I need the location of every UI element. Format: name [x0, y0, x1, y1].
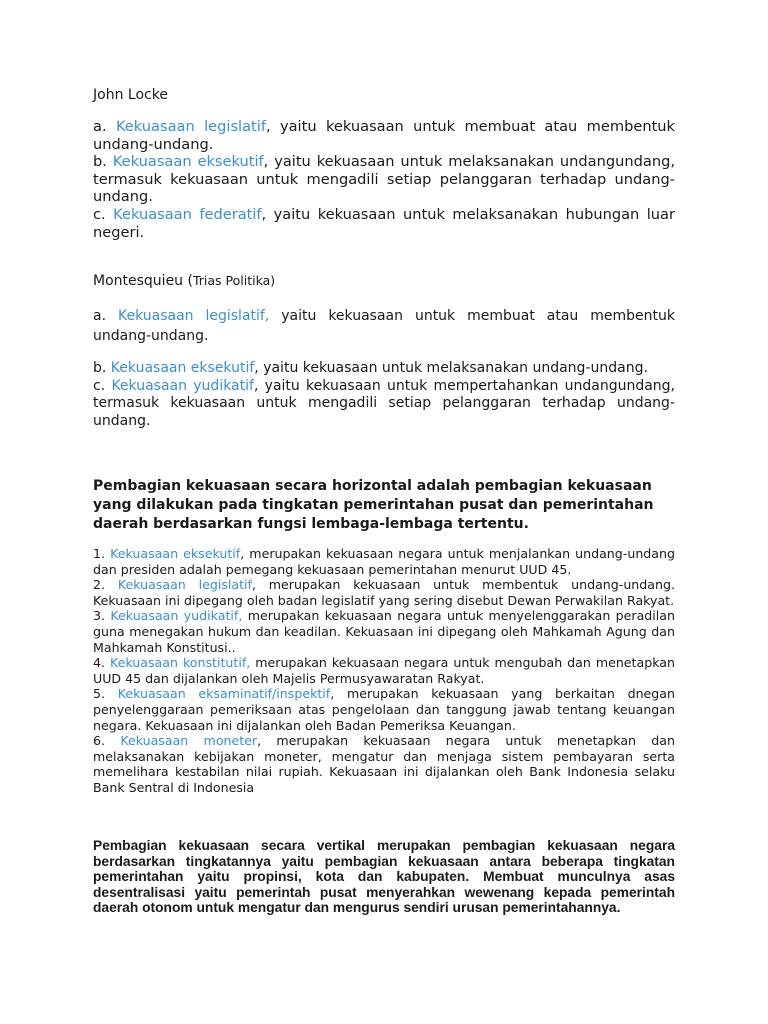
list-item — [93, 686, 675, 733]
list-item — [93, 608, 675, 655]
term-link[interactable]: Kekuasaan moneter — [120, 733, 258, 749]
term-link[interactable]: Kekuasaan legislatif — [117, 577, 252, 593]
item-marker: c. — [93, 205, 106, 223]
item-marker: a. — [93, 118, 107, 135]
term-link[interactable]: Kekuasaan eksekutif — [112, 153, 264, 171]
montesquieu-heading — [93, 272, 275, 290]
item-text: , yaitu kekuasaan untuk melaksanakan hubungan luar negeri. — [93, 205, 675, 241]
item-marker: 2. — [93, 577, 106, 593]
term-link[interactable]: Kekuasaan yudikatif — [111, 377, 254, 394]
list-item — [93, 733, 675, 795]
item-text: yaitu kekuasaan untuk membuat atau membentuk undang-undang. — [93, 308, 675, 344]
item-text: , merupakan kekuasaan yang berkaitan dnegan penyelenggaraan pemeriksaan atas pengelolaan dan tanggung jawab tentang keuangan negara. Kekuasaan ini dijalankan oleh Badan Pemeriksa Keuangan. — [93, 686, 675, 733]
vertical-paragraph: Pembagian kekuasaan secara vertikal merupakan pembagian kekuasaan negara berdasarkan tingkatannya yaitu pembagian kekuasaan antara beberapa tingkatan pemerintahan yaitu propinsi, kota dan kabupaten. Membuat munculnya asas desentralisasi yaitu pemerintah pusat menyerahkan wewenang kepada pemerintah daerah otonom untuk mengatur dan mengurus sendiri urusan pemerintahannya. — [93, 838, 675, 915]
item-text: , yaitu kekuasaan untuk melaksanakan undang-undang. — [254, 360, 648, 376]
term-link[interactable]: Kekuasaan legislatif, — [117, 308, 270, 324]
john-locke-heading: John Locke — [93, 87, 168, 103]
list-item — [93, 360, 675, 378]
item-text: , merupakan kekuasaan negara untuk menjalankan undang-undang dan presiden adalah pemegang kekuasaan pemerintahan menurut UUD 45. — [93, 546, 675, 577]
horizontal-list — [93, 546, 675, 796]
horizontal-heading: Pembagian kekuasaan secara horizontal adalah pembagian kekuasaan yang dilakukan pada tingkatan pemerintahan pusat dan pemerintahan daerah berdasarkan fungsi lembaga-lembaga tertentu. — [93, 478, 654, 532]
list-item — [93, 206, 675, 241]
list-item — [93, 153, 675, 206]
item-marker: 3. — [93, 608, 106, 624]
item-marker: 6. — [93, 733, 106, 749]
item-text: , merupakan kekuasaan untuk membentuk undang-undang. Kekuasaan ini dipegang oleh badan legislatif yang sering disebut Dewan Perwakilan Rakyat. — [93, 577, 675, 608]
item-marker: a. — [93, 308, 107, 324]
item-marker: b. — [93, 360, 107, 376]
list-item — [93, 378, 675, 431]
item-marker: b. — [93, 153, 107, 171]
list-item — [93, 546, 675, 577]
term-link[interactable]: Kekuasaan yudikatif, — [110, 608, 243, 624]
list-item — [93, 118, 675, 153]
item-text: , yaitu kekuasaan untuk membuat atau membentuk undang-undang. — [93, 118, 675, 153]
montesquieu-heading-sub: Trias Politika) — [192, 273, 276, 288]
term-link[interactable]: Kekuasaan konstitutif, — [110, 655, 251, 671]
item-text: merupakan kekuasaan negara untuk menyelenggarakan peradilan guna menegakan hukum dan keadilan. Kekuasaan ini dipegang oleh Mahkamah Agung dan Mahkamah Konstitusi.. — [93, 608, 675, 655]
item-text: , yaitu kekuasaan untuk melaksanakan undangundang, termasuk kekuasaan untuk mengadili setiap pelanggaran terhadap undang- undang. — [93, 153, 675, 206]
montesquieu-list-a — [93, 306, 675, 346]
term-link[interactable]: Kekuasaan eksekutif — [110, 546, 241, 561]
list-item — [93, 577, 675, 608]
item-marker: c. — [93, 377, 106, 394]
item-marker: 1. — [93, 546, 106, 561]
term-link[interactable]: Kekuasaan federatif — [113, 205, 262, 223]
term-link[interactable]: Kekuasaan eksekutif — [110, 360, 255, 376]
list-item — [93, 306, 675, 346]
list-item — [93, 655, 675, 686]
term-link[interactable]: Kekuasaan eksaminatif/inspektif — [117, 686, 331, 702]
item-text: merupakan kekuasaan negara untuk mengubah dan menetapkan UUD 45 dan dijalankan oleh Majelis Permusyawaratan Rakyat. — [93, 655, 675, 686]
item-marker: 4. — [93, 655, 106, 671]
item-marker: 5. — [93, 686, 106, 702]
item-text: , yaitu kekuasaan untuk mempertahankan undangundang, termasuk kekuasaan untuk mengadili setiap pelanggaran terhadap undang-undang. — [93, 377, 676, 429]
term-link[interactable]: Kekuasaan legislatif — [115, 118, 266, 135]
item-text: , merupakan kekuasaan negara untuk menetapkan dan melaksanakan kebijakan moneter, mengatur dan menjaga sistem pembayaran serta memelihara kestabilan nilai rupiah. Kekuasaan ini dijalankan oleh Bank Indonesia selaku Bank Sentral di Indonesia — [93, 733, 675, 795]
montesquieu-heading-main: Montesquieu ( — [93, 273, 193, 289]
john-locke-list — [93, 118, 675, 241]
montesquieu-list-bc — [93, 360, 675, 430]
